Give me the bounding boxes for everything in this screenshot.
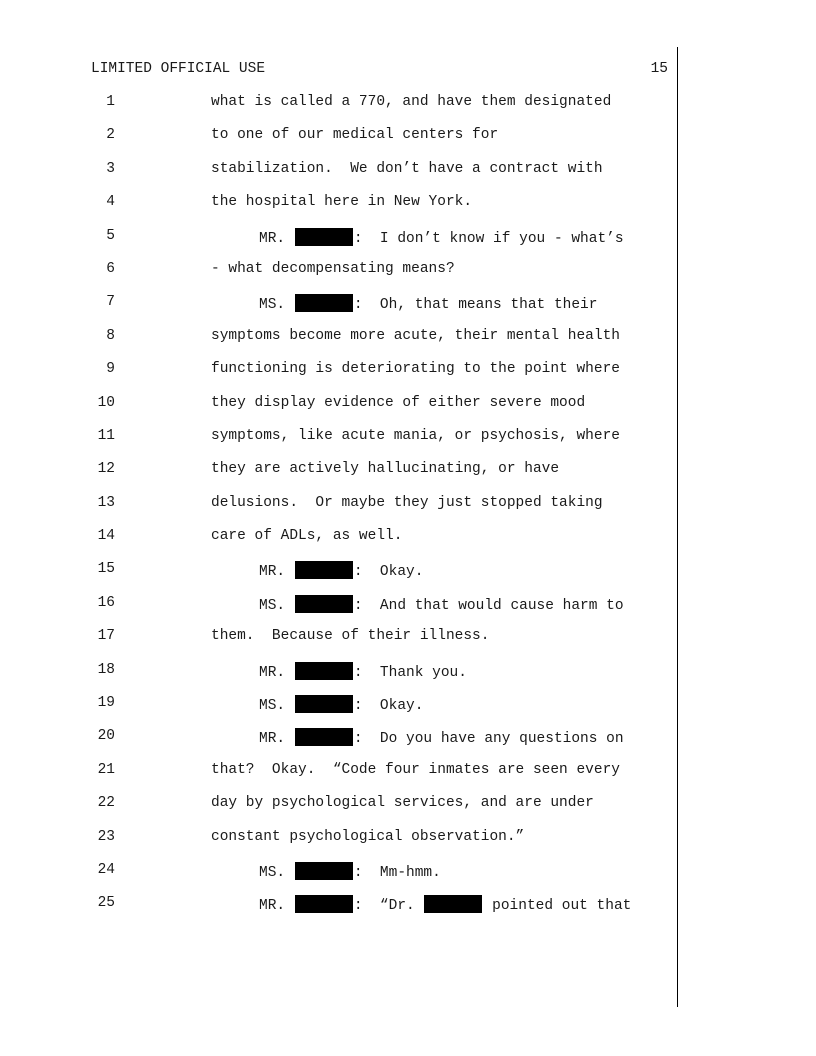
line-number: 16 [97,594,115,611]
transcript-line [0,161,816,194]
line-number: 13 [97,494,115,511]
line-text: care of ADLs, as well. [211,528,403,545]
speaker-turn [259,662,467,681]
speaker-title: MS. [259,864,286,881]
redaction-box [295,662,353,680]
speaker-turn [259,595,624,614]
transcript-line [0,762,816,795]
redaction-box [295,228,353,246]
redaction-box [295,561,353,579]
line-number: 21 [97,761,115,778]
transcript-line [0,795,816,828]
line-text: And that would cause harm to [379,597,624,614]
line-number: 6 [106,260,115,277]
line-text: to one of our medical centers for [211,127,499,144]
transcript-line [0,127,816,160]
transcript-line [0,561,816,594]
line-text: Thank you. [379,664,467,681]
transcript-line [0,862,816,895]
speaker-turn [259,294,597,313]
redaction-box [295,895,353,913]
transcript-line [0,395,816,428]
line-text: Okay. [379,698,424,715]
line-number: 2 [106,127,115,144]
transcript-line [0,194,816,227]
line-number: 22 [97,795,115,812]
line-number: 5 [106,227,115,244]
speaker-turn [259,695,423,714]
line-number: 14 [97,528,115,545]
page-number: 15 [650,61,668,77]
speaker-turn [259,862,441,881]
line-text: delusions. Or maybe they just stopped taking [211,494,603,511]
speaker-separator: : [353,898,380,915]
transcript-line [0,595,816,628]
speaker-separator: : [353,698,380,715]
line-text: - what decompensating means? [211,260,455,277]
redaction-box [295,862,353,880]
line-text: Oh, that means that their [379,297,598,314]
line-text-tail: pointed out that [492,898,632,915]
line-number: 23 [97,828,115,845]
redaction-box [295,728,353,746]
speaker-separator: : [353,230,380,247]
transcript-line [0,228,816,261]
line-text: what is called a 770, and have them designated [211,94,612,110]
transcript-line [0,294,816,327]
line-number: 1 [106,94,115,110]
line-number: 25 [97,895,115,912]
line-text: functioning is deteriorating to the point where [211,361,620,378]
speaker-turn [259,228,624,247]
speaker-turn [259,895,631,914]
speaker-separator: : [353,664,380,681]
line-text: stabilization. We don’t have a contract with [211,160,603,177]
line-number: 8 [106,327,115,344]
line-text: “Dr. [379,898,415,915]
transcript-line [0,829,816,862]
line-text: Okay. [379,564,424,581]
line-number: 4 [106,194,115,211]
line-text: them. Because of their illness. [211,628,490,645]
line-number: 17 [97,628,115,645]
speaker-title: MR. [259,898,286,915]
speaker-turn [259,561,423,580]
speaker-title: MS. [259,698,286,715]
line-number: 20 [97,728,115,745]
transcript-body [0,94,816,929]
line-text: Mm-hmm. [379,864,441,881]
speaker-separator: : [353,564,380,581]
line-text: they are actively hallucinating, or have [211,461,560,478]
line-number: 19 [97,695,115,712]
transcript-line [0,528,816,561]
speaker-separator: : [353,297,380,314]
classification-header: LIMITED OFFICIAL USE [91,61,266,77]
line-text: symptoms, like acute mania, or psychosis, where [211,427,620,444]
transcript-line [0,361,816,394]
line-number: 9 [106,361,115,378]
line-number: 10 [97,394,115,411]
line-number: 11 [97,427,115,444]
redaction-box [295,294,353,312]
speaker-turn [259,728,624,747]
redaction-box [295,695,353,713]
line-number: 12 [97,461,115,478]
transcript-line [0,94,816,127]
line-text: the hospital here in New York. [211,194,473,211]
transcript-line [0,895,816,928]
transcript-line [0,695,816,728]
line-number: 24 [97,861,115,878]
line-number: 15 [97,561,115,578]
speaker-title: MR. [259,664,286,681]
transcript-line [0,628,816,661]
line-text: symptoms become more acute, their mental health [211,327,620,344]
speaker-title: MS. [259,597,286,614]
transcript-line [0,662,816,695]
speaker-title: MS. [259,297,286,314]
line-text: Do you have any questions on [379,731,624,748]
transcript-line [0,495,816,528]
speaker-title: MR. [259,564,286,581]
line-text: constant psychological observation.” [211,828,525,845]
speaker-title: MR. [259,230,286,247]
speaker-separator: : [353,864,380,881]
line-text: that? Okay. “Code four inmates are seen every [211,761,620,778]
redaction-box [295,595,353,613]
transcript-line [0,328,816,361]
transcript-line [0,728,816,761]
speaker-separator: : [353,731,380,748]
line-text: they display evidence of either severe mood [211,394,586,411]
line-number: 3 [106,160,115,177]
line-text: I don’t know if you - what’s [379,230,624,247]
line-text: day by psychological services, and are under [211,795,594,812]
line-number: 7 [106,294,115,311]
line-number: 18 [97,661,115,678]
transcript-line [0,428,816,461]
transcript-line [0,261,816,294]
redaction-box [424,895,482,913]
transcript-line [0,461,816,494]
speaker-separator: : [353,597,380,614]
speaker-title: MR. [259,731,286,748]
